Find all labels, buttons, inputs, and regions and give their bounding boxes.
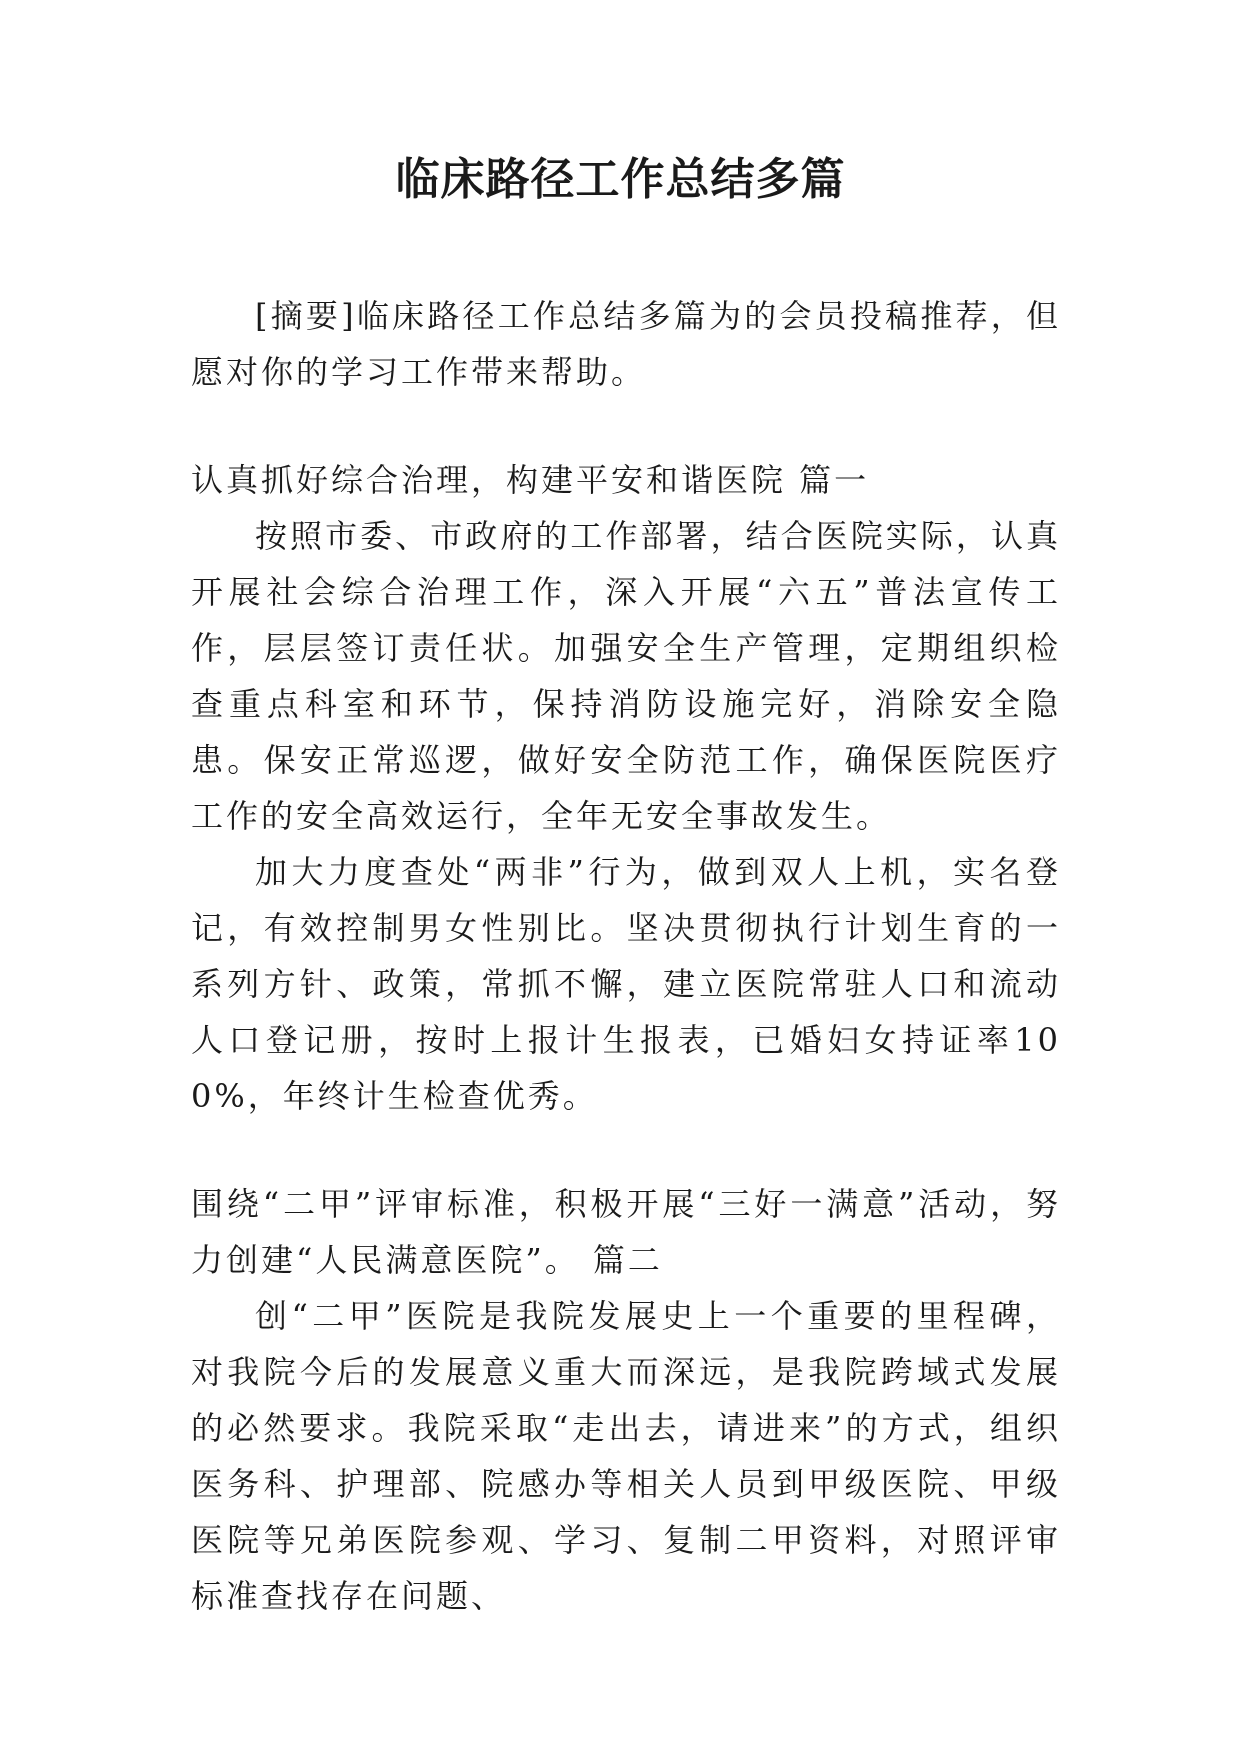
section-2-paragraph-1: 创“二甲”医院是我院发展史上一个重要的里程碑，对我院今后的发展意义重大而深远，是我院跨域式发展的必然要求。我院采取“走出去，请进来”的方式，组织医务科、护理部、院感办等相关人员到甲级医院、甲级医院等兄弟医院参观、学习、复制二甲资料，对照评审标准查找存在问题、 bbox=[191, 1297, 1061, 1615]
abstract-paragraph: [摘要]临床路径工作总结多篇为的会员投稿推荐，但愿对你的学习工作带来帮助。 bbox=[191, 297, 1061, 391]
section-1-paragraph-2: 加大力度查处“两非”行为，做到双人上机，实名登记，有效控制男女性别比。坚决贯彻执行计划生育的一系列方针、政策，常抓不懈，建立医院常驻人口和流动人口登记册，按时上报计生报表，已婚妇女持证率100%，年终计生检查优秀。 bbox=[191, 853, 1061, 1115]
document-title: 临床路径工作总结多篇 bbox=[395, 154, 846, 205]
section-1-paragraph-1: 按照市委、市政府的工作部署，结合医院实际，认真开展社会综合治理工作，深入开展“六五”普法宣传工作，层层签订责任状。加强安全生产管理，定期组织检查重点科室和环节，保持消防设施完好，消除安全隐患。保安正常巡逻，做好安全防范工作，确保医院医疗工作的安全高效运行，全年无安全事故发生。 bbox=[191, 517, 1061, 835]
section-gap bbox=[191, 400, 1061, 452]
document-body bbox=[191, 288, 1061, 1624]
section-heading-1: 认真抓好综合治理，构建平安和谐医院 篇一 bbox=[191, 461, 870, 499]
section-gap bbox=[191, 1124, 1061, 1176]
section-heading-2: 围绕“二甲”评审标准，积极开展“三好一满意”活动，努力创建“人民满意医院”。 篇二 bbox=[191, 1185, 1061, 1279]
